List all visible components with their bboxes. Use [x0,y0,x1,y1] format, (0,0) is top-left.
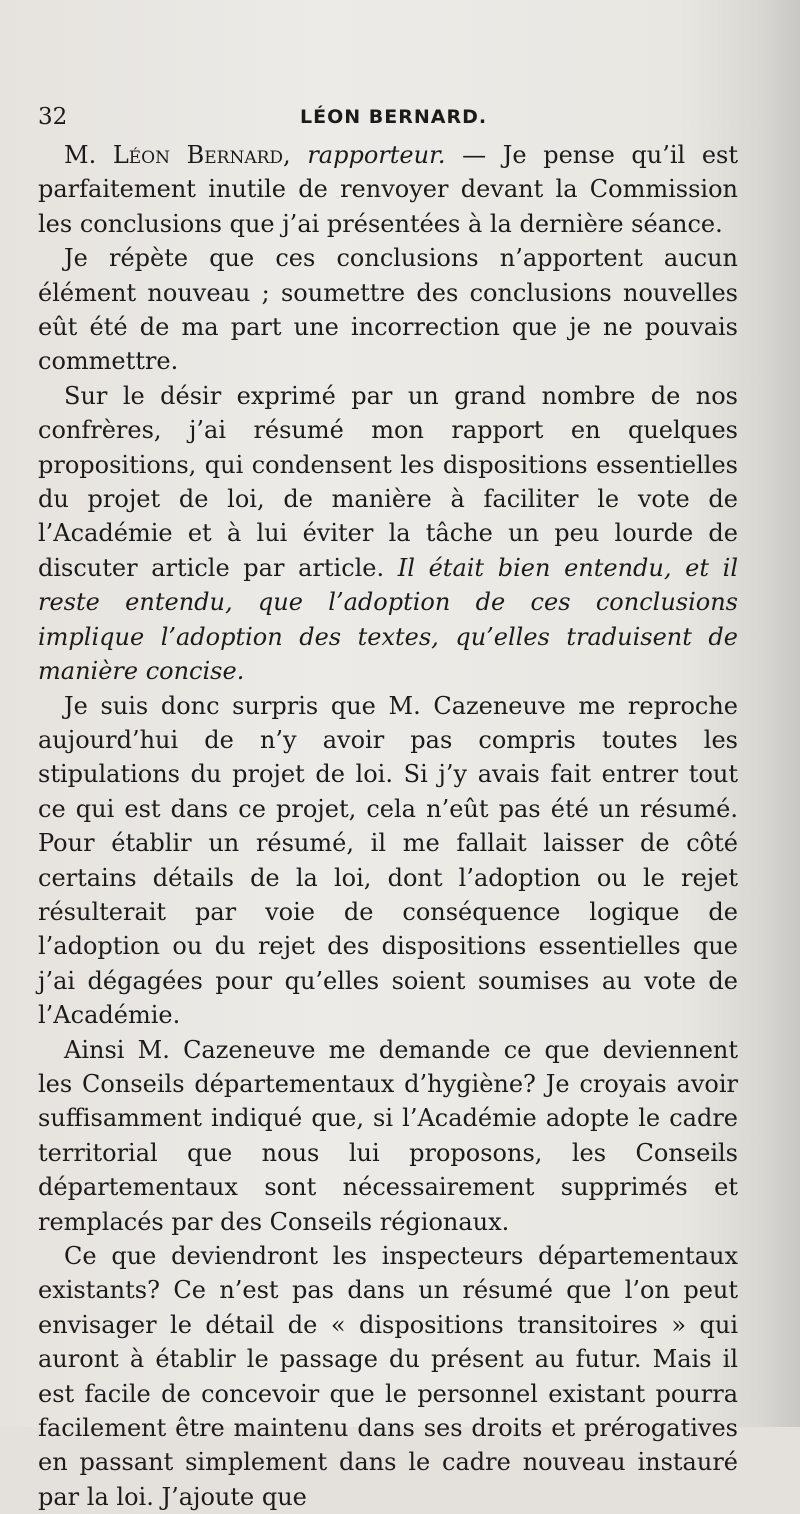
paragraph-2: Je répète que ces conclusions n’apportent aucun élément nouveau ; soumettre des conclusions nouvelles eût été de ma part une incorrection que je ne pouvais commettre. [38,244,738,376]
running-title: LÉON BERNARD. [300,106,488,128]
running-head [38,92,738,138]
paragraph-1 [38,138,738,241]
page-number: 32 [38,104,68,130]
paragraph-3 [38,379,738,689]
paragraph-6: Ce que deviendront les inspecteurs départementaux existants? Ce n’est pas dans un résumé que l’on peut envisager le détail de « dispositions transitoires » qui auront à établir le passage du présent au futur. Mais il est facile de concevoir que le personnel existant pourra facilement être maintenu dans ses droits et prérogatives en passant simplement dans le cadre nouveau instauré par la loi. J’ajoute que [38,1242,738,1511]
speaker-name: M. Léon Bernard, [64,141,291,169]
paragraph-3-text: Sur le désir exprimé par un grand nombre de nos confrères, j’ai résumé mon rapport en quelques propositions, qui condensent les dispositions essentielles du projet de loi, de manière à faciliter le vote de l’Académie et à lui éviter la tâche un peu lourde de discuter article par article. [38,381,738,582]
paragraph-5: Ainsi M. Cazeneuve me demande ce que deviennent les Conseils départementaux d’hygiène? Je croyais avoir suffisamment indiqué que, si l’Académie adopte le cadre territorial que nous lui proposons, les Conseils départementaux sont nécessairement supprimés et remplacés par des Conseils régionaux. [38,1035,738,1236]
paragraph-4: Je suis donc surpris que M. Cazeneuve me reproche aujourd’hui de n’y avoir pas compris toutes les stipulations du projet de loi. Si j’y avais fait entrer tout ce qui est dans ce projet, cela n’eût pas été un résumé. Pour établir un résumé, il me fallait laisser de côté certains détails de la loi, dont l’adoption ou le rejet résulterait par voie de conséquence logique de l’adoption ou du rejet des dispositions essentielles que j’ai dégagées pour qu’elles soient soumises au vote de l’Académie. [38,691,738,1030]
paragraph-1-text: — Je pense qu’il est parfaitement inutile de renvoyer devant la Commission les conclusions que j’ai présentées à la dernière séance. [38,141,738,238]
paragraph-3-italic: Il était bien entendu, et il reste entendu, que l’adoption de ces conclusions implique l’adoption des textes, qu’elles traduisent de manière concise. [38,553,738,686]
speaker-role: rapporteur. [307,141,446,169]
